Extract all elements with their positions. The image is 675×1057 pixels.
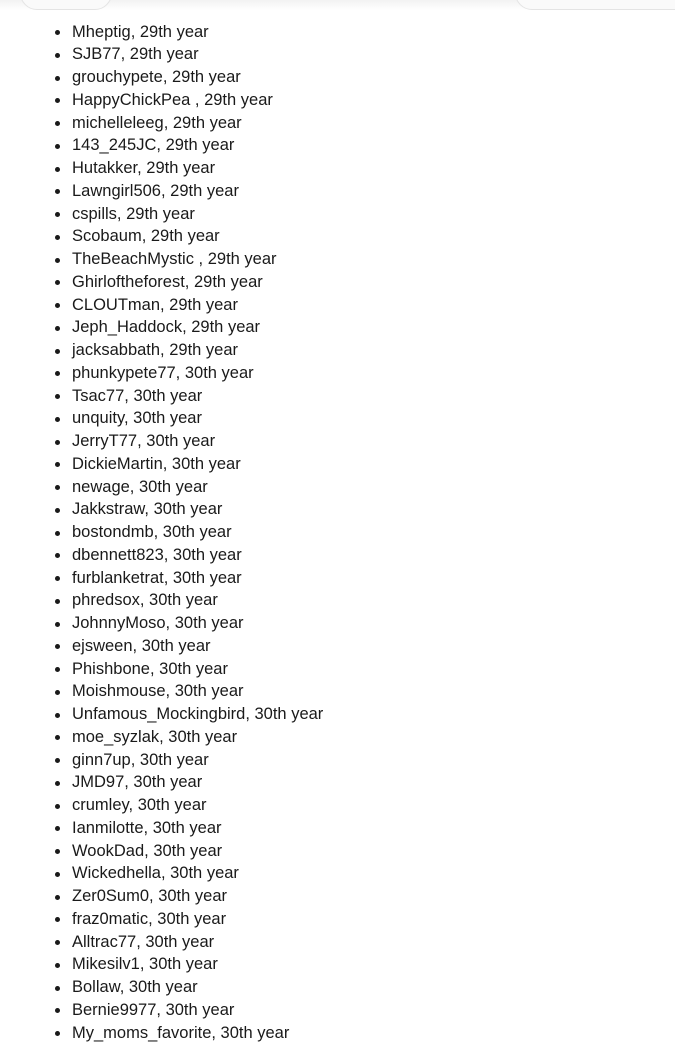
list-item — [72, 703, 323, 726]
list-item — [72, 862, 323, 885]
list-item — [72, 749, 323, 772]
bullet-icon — [55, 303, 60, 308]
list-item — [72, 567, 323, 590]
list-item — [72, 635, 323, 658]
list-item — [72, 339, 323, 362]
list-item — [72, 385, 323, 408]
list-item — [72, 362, 323, 385]
bullet-icon — [55, 53, 60, 58]
list-item — [72, 453, 323, 476]
bullet-icon — [55, 735, 60, 740]
list-item — [72, 498, 323, 521]
bullet-icon — [55, 622, 60, 627]
bullet-icon — [55, 781, 60, 786]
list-item — [72, 180, 323, 203]
list-item-text: TheBeachMystic , 29th year — [72, 250, 277, 268]
list-item-text: Hutakker, 29th year — [72, 159, 216, 177]
bullet-icon — [55, 167, 60, 172]
list-item-text: furblanketrat, 30th year — [72, 568, 242, 587]
list-item-text: My_moms_favorite, 30th year — [72, 1023, 290, 1042]
bullet-icon — [55, 235, 60, 240]
bullet-icon — [55, 349, 60, 354]
list-item-text: Unfamous_Mockingbird, 30th year — [72, 705, 324, 723]
list-item — [72, 908, 323, 931]
list-item — [72, 430, 323, 453]
list-item-text: CLOUTman, 29th year — [72, 295, 238, 314]
bullet-icon — [55, 371, 60, 376]
bullet-icon — [55, 76, 60, 81]
list-item — [72, 134, 323, 157]
list-item-text: newage, 30th year — [72, 477, 208, 496]
bullet-icon — [55, 280, 60, 285]
bullet-icon — [55, 1008, 60, 1013]
list-item-text: ginn7up, 30th year — [72, 750, 209, 769]
bullet-icon — [55, 917, 60, 922]
list-item-text: bostondmb, 30th year — [72, 523, 232, 541]
list-item — [72, 794, 323, 817]
list-item-text: cspills, 29th year — [72, 204, 195, 223]
bullet-icon — [55, 872, 60, 877]
list-item — [72, 817, 323, 840]
bullet-icon — [55, 440, 60, 445]
list-item — [72, 589, 323, 612]
list-item-text: Zer0Sum0, 30th year — [72, 887, 227, 905]
username-list — [0, 21, 323, 1045]
top-right-bar-edge[interactable] — [515, 0, 675, 10]
bullet-icon — [55, 394, 60, 399]
list-item — [72, 976, 323, 999]
bullet-icon — [55, 531, 60, 536]
list-item — [72, 953, 323, 976]
list-item — [72, 680, 323, 703]
list-item-text: Mikesilv1, 30th year — [72, 955, 218, 974]
list-item-text: HappyChickPea , 29th year — [72, 90, 273, 109]
bullet-icon — [55, 462, 60, 467]
list-item-text: Wickedhella, 30th year — [72, 864, 239, 883]
bullet-icon — [55, 258, 60, 263]
list-item-text: Moishmouse, 30th year — [72, 682, 244, 701]
list-item-text: JerryT77, 30th year — [72, 432, 216, 450]
bullet-icon — [55, 826, 60, 831]
list-item-text: SJB77, 29th year — [72, 45, 199, 64]
list-item-text: JMD97, 30th year — [72, 773, 203, 792]
list-item — [72, 999, 323, 1022]
bullet-icon — [55, 895, 60, 900]
list-item-text: WookDad, 30th year — [72, 841, 223, 860]
list-item-text: Bollaw, 30th year — [72, 978, 198, 996]
list-item-text: ejsween, 30th year — [72, 636, 211, 655]
bullet-icon — [55, 963, 60, 968]
list-item — [72, 407, 323, 430]
bullet-icon — [55, 1031, 60, 1036]
list-item-text: Jakkstraw, 30th year — [72, 500, 223, 519]
list-item-text: unquity, 30th year — [72, 409, 202, 428]
bullet-icon — [55, 690, 60, 695]
list-item — [72, 271, 323, 294]
list-item-text: michelleleeg, 29th year — [72, 113, 242, 132]
bullet-icon — [55, 326, 60, 331]
top-left-button-edge[interactable] — [20, 0, 112, 10]
list-item — [72, 89, 323, 112]
list-item — [72, 157, 323, 180]
list-item-text: Lawngirl506, 29th year — [72, 181, 239, 200]
list-item-text: Alltrac77, 30th year — [72, 932, 215, 951]
bullet-icon — [55, 508, 60, 513]
bullet-icon — [55, 758, 60, 763]
list-item-text: crumley, 30th year — [72, 796, 207, 814]
list-item — [72, 476, 323, 499]
list-item-text: DickieMartin, 30th year — [72, 454, 241, 473]
list-item — [72, 294, 323, 317]
bullet-icon — [55, 553, 60, 558]
bullet-icon — [55, 849, 60, 854]
list-item-text: Ghirloftheforest, 29th year — [72, 272, 263, 291]
list-item — [72, 544, 323, 567]
bullet-icon — [55, 576, 60, 581]
bullet-icon — [55, 804, 60, 809]
list-item — [72, 771, 323, 794]
list-item-text: phunkypete77, 30th year — [72, 363, 254, 382]
list-item-text: dbennett823, 30th year — [72, 545, 242, 564]
list-item-text: Ianmilotte, 30th year — [72, 818, 222, 837]
list-item-text: grouchypete, 29th year — [72, 68, 241, 86]
list-item-text: Bernie9977, 30th year — [72, 1000, 235, 1019]
bullet-icon — [55, 212, 60, 217]
list-item-text: phredsox, 30th year — [72, 591, 218, 610]
list-item-text: Scobaum, 29th year — [72, 227, 220, 246]
list-item — [72, 931, 323, 954]
list-item-text: fraz0matic, 30th year — [72, 909, 227, 928]
list-item — [72, 521, 323, 544]
list-item — [72, 248, 323, 271]
list-item-text: Phishbone, 30th year — [72, 659, 228, 678]
bullet-icon — [55, 144, 60, 149]
bullet-icon — [55, 713, 60, 718]
bullet-icon — [55, 30, 60, 35]
bullet-icon — [55, 986, 60, 991]
list-item-text: moe_syzlak, 30th year — [72, 727, 238, 746]
list-item — [72, 66, 323, 89]
bullet-icon — [55, 98, 60, 103]
list-item — [72, 225, 323, 248]
list-item — [72, 658, 323, 681]
list-item — [72, 726, 323, 749]
list-item-text: Mheptig, 29th year — [72, 22, 209, 41]
list-item — [72, 612, 323, 635]
list-item-text: 143_245JC, 29th year — [72, 136, 235, 155]
bullet-icon — [55, 417, 60, 422]
list-item — [72, 112, 323, 135]
bullet-icon — [55, 121, 60, 126]
bullet-icon — [55, 667, 60, 672]
bullet-icon — [55, 485, 60, 490]
list-item-text: JohnnyMoso, 30th year — [72, 614, 244, 632]
bullet-icon — [55, 599, 60, 604]
list-item — [72, 840, 323, 863]
list-item — [72, 1022, 323, 1045]
list-item — [72, 203, 323, 226]
list-item-text: jacksabbath, 29th year — [72, 341, 239, 359]
bullet-icon — [55, 189, 60, 194]
bullet-icon — [55, 940, 60, 945]
list-item-text: Tsac77, 30th year — [72, 386, 203, 405]
list-item — [72, 316, 323, 339]
list-item — [72, 885, 323, 908]
list-item — [72, 43, 323, 66]
list-item — [72, 21, 323, 44]
list-item-text: Jeph_Haddock, 29th year — [72, 318, 261, 337]
bullet-icon — [55, 644, 60, 649]
